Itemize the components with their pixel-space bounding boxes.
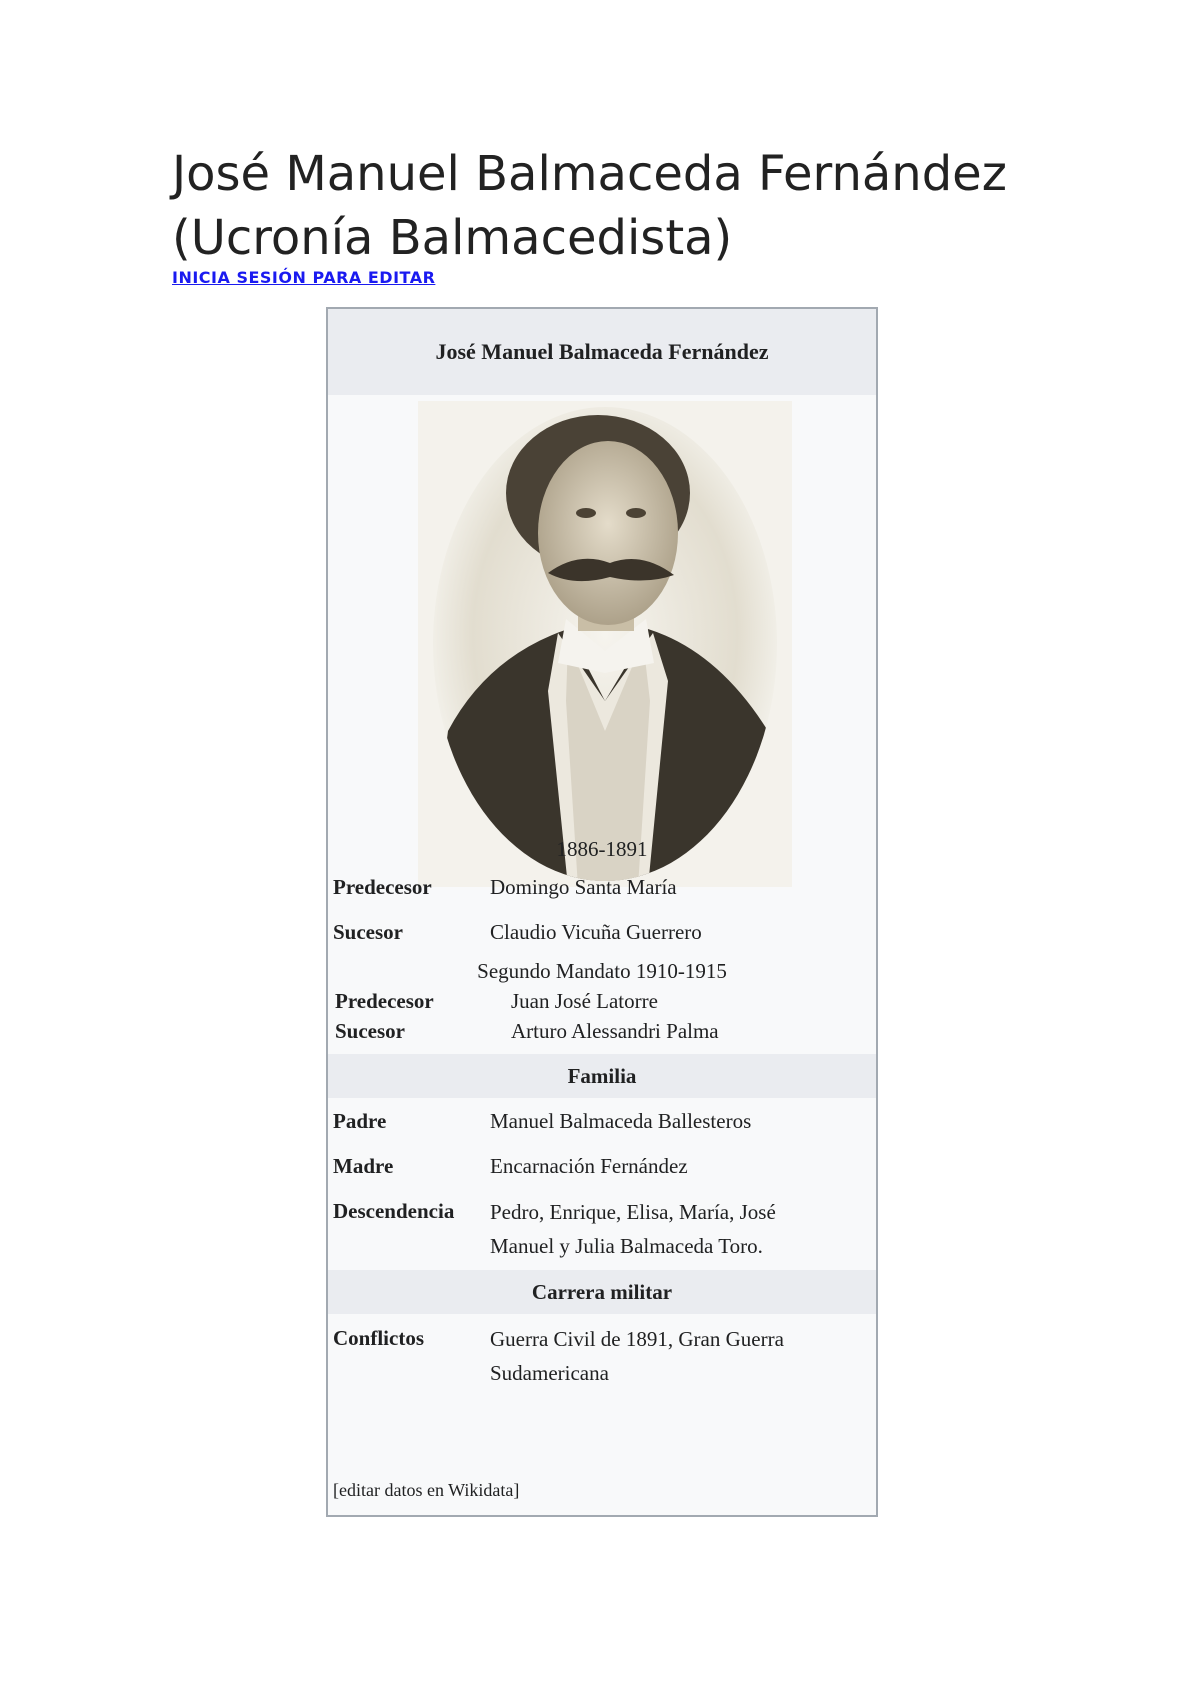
successor-label: Sucesor	[333, 920, 403, 944]
conflicts-label: Conflictos	[333, 1326, 424, 1350]
children-label: Descendencia	[333, 1199, 455, 1223]
predecessor-label: Predecesor	[333, 875, 432, 899]
infobox-title: José Manuel Balmaceda Fernández	[328, 309, 876, 395]
page-title: José Manuel Balmaceda Fernández (Ucronía Balmacedista)	[172, 146, 1007, 266]
father-value: Manuel Balmaceda Ballesteros	[490, 1109, 752, 1133]
edit-wikidata-link[interactable]: [editar datos en Wikidata]	[333, 1480, 520, 1500]
predecessor-value: Domingo Santa María	[490, 875, 677, 899]
father-label: Padre	[333, 1109, 387, 1133]
second-term-heading: Segundo Mandato 1910-1915	[477, 959, 727, 983]
term-years: 1886-1891	[556, 837, 648, 861]
successor-value: Claudio Vicuña Guerrero	[490, 920, 702, 944]
section-military-career: Carrera militar	[328, 1270, 876, 1314]
conflicts-value: Guerra Civil de 1891, Gran Guerra Sudamericana	[490, 1327, 784, 1385]
predecessor-value: Juan José Latorre	[511, 989, 658, 1013]
infobox	[326, 307, 878, 1517]
children-value: Pedro, Enrique, Elisa, María, José Manuel y Julia Balmaceda Toro.	[490, 1200, 776, 1258]
predecessor-label: Predecesor	[335, 989, 434, 1013]
successor-value: Arturo Alessandri Palma	[511, 1019, 719, 1043]
login-to-edit-link[interactable]: INICIA SESIÓN PARA EDITAR	[172, 268, 436, 287]
portrait-image	[418, 401, 792, 887]
mother-label: Madre	[333, 1154, 394, 1178]
mother-value: Encarnación Fernández	[490, 1154, 688, 1178]
successor-label: Sucesor	[335, 1019, 405, 1043]
section-family: Familia	[328, 1054, 876, 1098]
